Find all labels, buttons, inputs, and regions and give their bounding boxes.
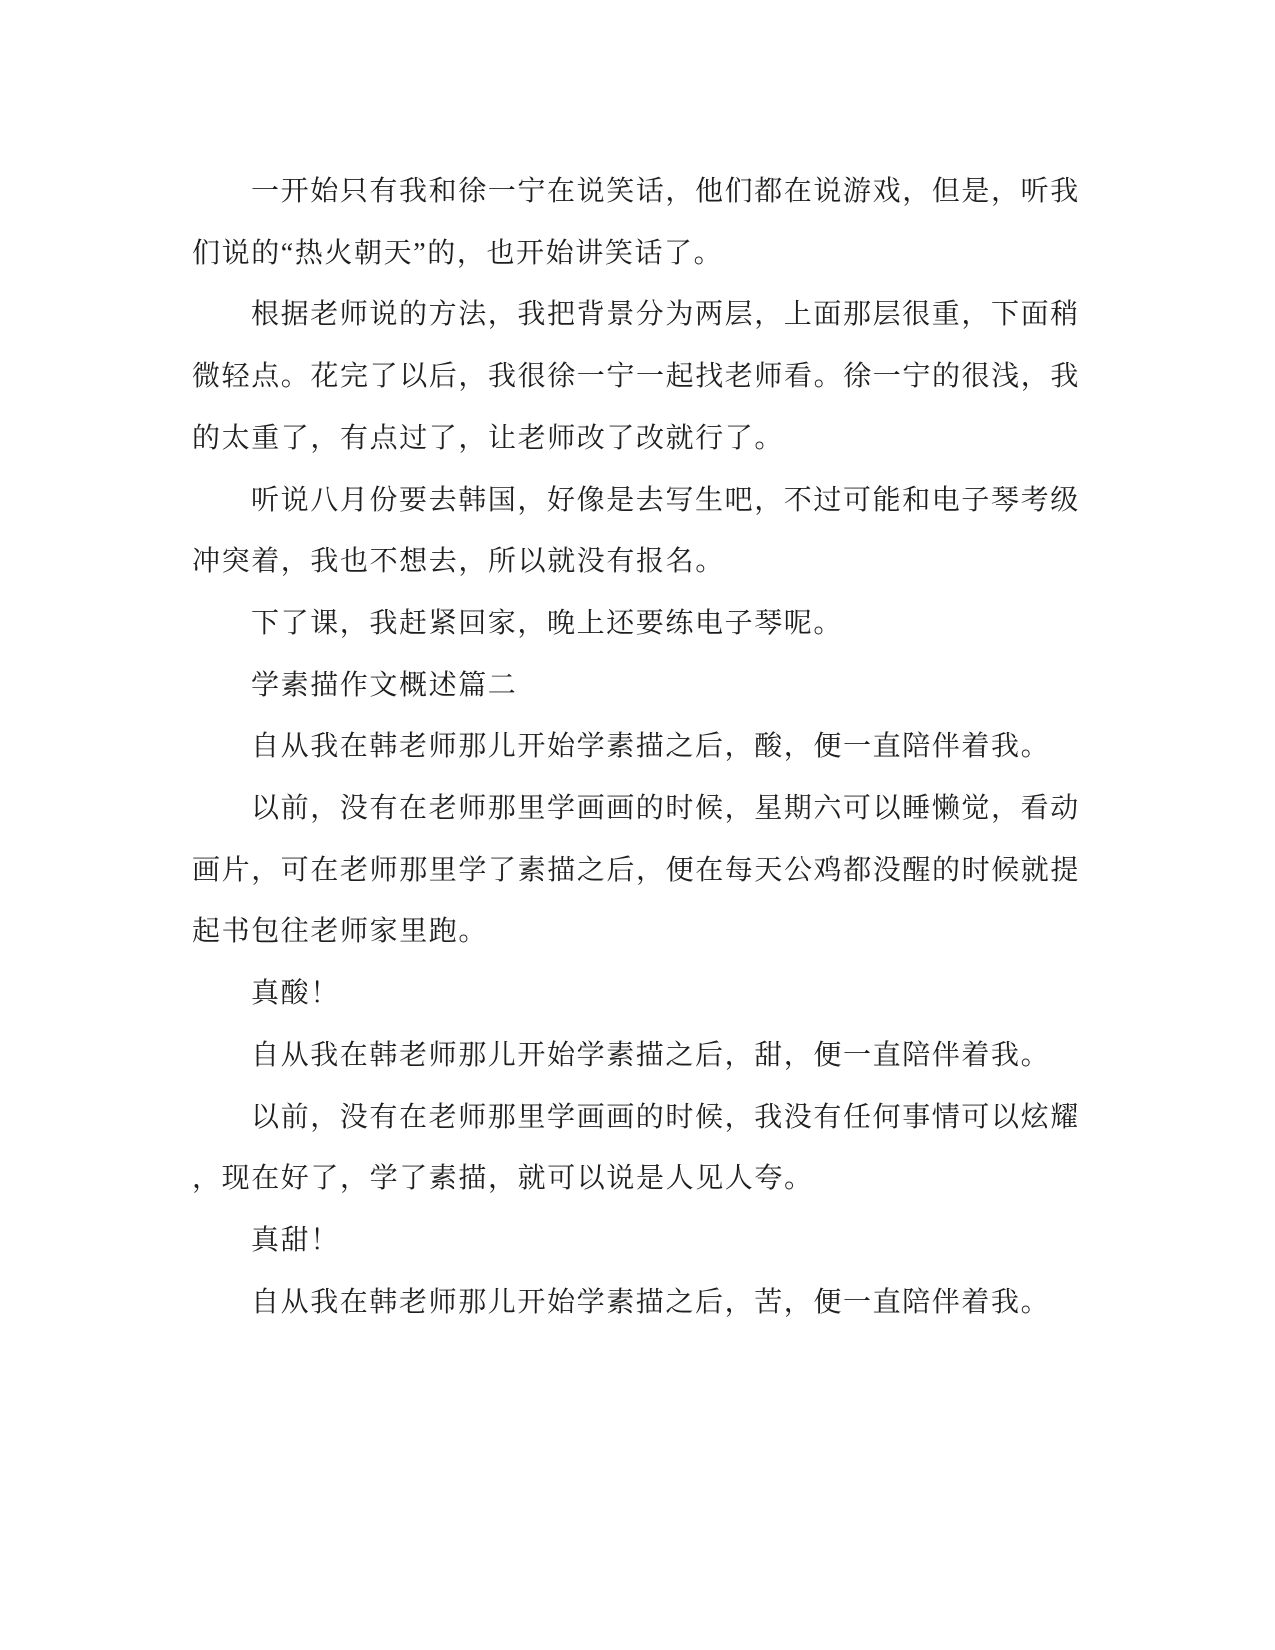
text-line: 微轻点。花完了以后，我很徐一宁一起找老师看。徐一宁的很浅，我 [192,361,1081,393]
text-line: 真甜！ [251,1224,340,1256]
text-line: 自从我在韩老师那儿开始学素描之后，苦，便一直陪伴着我。 [251,1286,1051,1318]
text-line: 以前，没有在老师那里学画画的时候，星期六可以睡懒觉，看动 [251,793,1080,825]
text-line: 冲突着，我也不想去，所以就没有报名。 [192,546,725,578]
section-title-line: 学素描作文概述篇二 [251,669,518,701]
text-line: 真酸！ [251,978,340,1010]
text-line: 根据老师说的方法，我把背景分为两层，上面那层很重，下面稍 [251,299,1080,331]
text-line: 们说的“热火朝天”的，也开始讲笑话了。 [192,237,724,269]
text-line: 下了课，我赶紧回家，晚上还要练电子琴呢。 [251,607,844,639]
text-line: 的太重了，有点过了，让老师改了改就行了。 [192,422,785,454]
text-line: 听说八月份要去韩国，好像是去写生吧，不过可能和电子琴考级 [251,484,1080,516]
text-line: 起书包往老师家里跑。 [192,916,489,948]
text-line: 以前，没有在老师那里学画画的时候，我没有任何事情可以炫耀 [251,1101,1080,1133]
text-line: 自从我在韩老师那儿开始学素描之后，甜，便一直陪伴着我。 [251,1039,1051,1071]
text-line: ，现在好了，学了素描，就可以说是人见人夸。 [192,1163,814,1195]
text-line: 画片，可在老师那里学了素描之后，便在每天公鸡都没醒的时候就提 [192,854,1081,886]
document-text [192,161,1084,1333]
text-line: 一开始只有我和徐一宁在说笑话，他们都在说游戏，但是，听我 [251,176,1080,207]
text-line: 自从我在韩老师那儿开始学素描之后，酸，便一直陪伴着我。 [251,731,1051,763]
